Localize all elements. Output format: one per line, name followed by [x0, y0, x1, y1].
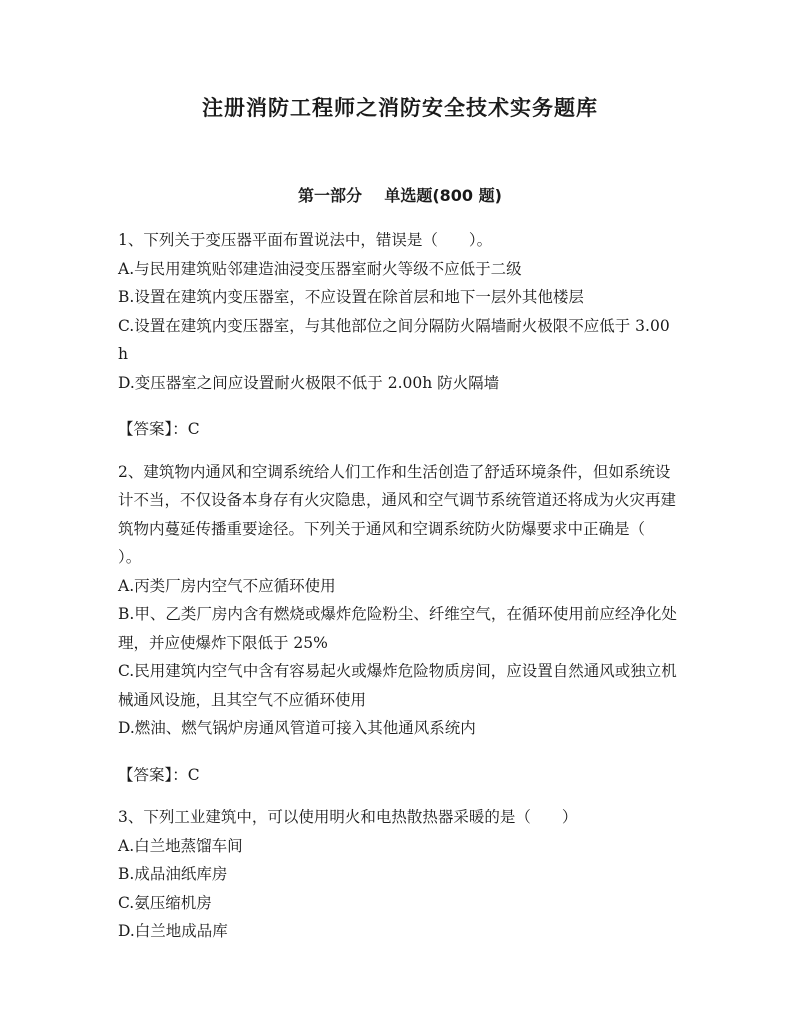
option-a: A.与民用建筑贴邻建造油浸变压器室耐火等级不应低于二级 — [118, 259, 522, 278]
section-heading: 第一部分 单选题(800 题) — [298, 186, 502, 205]
question-stem: 3、下列工业建筑中，可以使用明火和电热散热器采暖的是（ ） — [118, 808, 578, 826]
question-2 — [118, 458, 678, 790]
option-c: C.民用建筑内空气中含有容易起火或爆炸危险物质房间，应设置自然通风或独立机械通风设施，且其空气不应循环使用 — [118, 662, 677, 709]
answer-label: 【答案】：C — [118, 420, 200, 438]
document-title: 注册消防工程师之消防安全技术实务题库 — [202, 96, 598, 120]
option-d: D.白兰地成品库 — [118, 922, 228, 940]
option-b: B.设置在建筑内变压器室，不应设置在除首层和地下一层外其他楼层 — [118, 288, 584, 306]
option-b: B.甲、乙类厂房内含有燃烧或爆炸危险粉尘、纤维空气，在循环使用前应经净化处理，并应使爆炸下限低于 25% — [118, 605, 677, 652]
option-c: C.设置在建筑内变压器室，与其他部位之间分隔防火隔墙耐火极限不应低于 3.00h — [118, 316, 670, 363]
option-d: D.燃油、燃气锅炉房通风管道可接入其他通风系统内 — [118, 719, 476, 737]
question-list — [118, 226, 678, 946]
option-d: D.变压器室之间应设置耐火极限不低于 2.00h 防火隔墙 — [118, 373, 500, 392]
option-a: A.丙类厂房内空气不应循环使用 — [118, 576, 336, 595]
question-stem: 2、建筑物内通风和空调系统给人们工作和生活创造了舒适环境条件，但如系统设计不当，不仅设备本身存有火灾隐患，通风和空气调节系统管道还将成为火灾再建筑物内蔓延传播重要途径。下列关于通风和空调系统防火防爆要求中正确是（ ）。 — [118, 462, 677, 566]
answer-label: 【答案】：C — [118, 765, 200, 784]
question-1 — [118, 226, 678, 444]
option-b: B.成品油纸库房 — [118, 865, 228, 883]
option-a: A.白兰地蒸馏车间 — [118, 836, 243, 855]
question-stem: 1、下列关于变压器平面布置说法中，错误是（ ）。 — [118, 231, 493, 249]
question-3 — [118, 803, 678, 946]
option-c: C.氨压缩机房 — [118, 893, 212, 912]
